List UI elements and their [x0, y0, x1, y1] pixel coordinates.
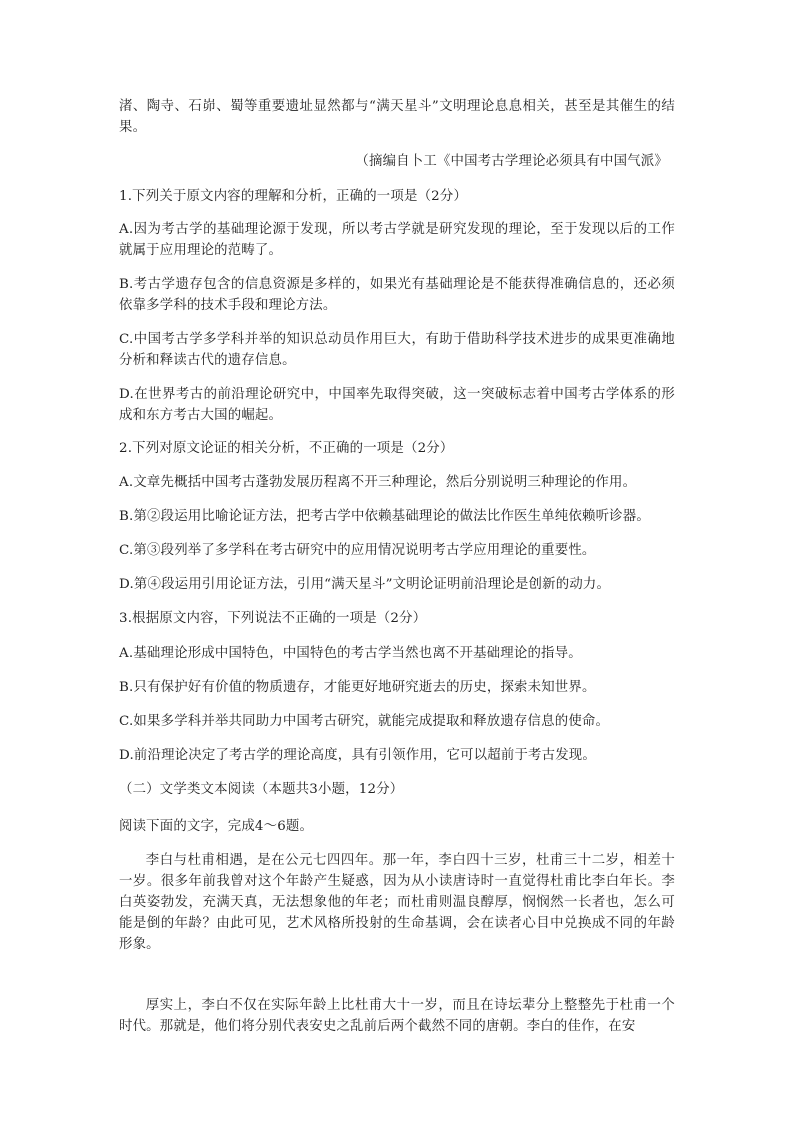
- question-2-option-d: D.第④段运用引用论证方法，引用“满天星斗”文明论证明前沿理论是创新的动力。: [119, 577, 611, 592]
- section-heading: （二）文学类文本阅读（本题共3小题，12分）: [119, 782, 404, 797]
- section-instruction: 阅读下面的文字，完成4～6题。: [119, 819, 314, 834]
- question-3-option-a: A.基础理论形成中国特色，中国特色的考古学当然也离不开基础理论的指导。: [119, 646, 582, 661]
- question-2-option-b: B.第②段运用比喻论证方法，把考古学中依赖基础理论的做法比作医生单纯依赖听诊器。: [119, 509, 650, 524]
- question-3-option-d: D.前沿理论决定了考古学的理论高度，具有引领作用，它可以超前于考古发现。: [119, 748, 596, 763]
- question-3-option-c: C.如果多学科并举共同助力中国考古研究，就能完成提取和释放遗存信息的使命。: [119, 714, 610, 729]
- source-citation: （摘编自卜工《中国考古学理论必须具有中国气派》: [355, 154, 668, 169]
- question-1-option-b: B.考古学遗存包含的信息资源是多样的，如果光有基础理论是不能获得准确信息的，还必须依靠多学科的技术手段和理论方法。: [119, 277, 675, 313]
- question-1-option-a: A.因为考古学的基础理论源于发现，所以考古学就是研究发现的理论，至于发现以后的工作就属于应用理论的范畴了。: [119, 222, 675, 258]
- question-3-option-b: B.只有保护好有价值的物质遗存，才能更好地研究逝去的历史，探索未知世界。: [119, 680, 596, 695]
- question-1-option-c: C.中国考古学多学科并举的知识总动员作用巨大，有助于借助科学技术进步的成果更准确地分析和释读古代的遗存信息。: [119, 332, 675, 368]
- question-2-option-a: A.文章先概括中国考古蓬勃发展历程离不开三种理论，然后分别说明三种理论的作用。: [119, 475, 637, 490]
- passage-paragraph-1: 李白与杜甫相遇，是在公元七四四年。那一年，李白四十三岁，杜甫三十二岁，相差十一岁。很多年前我曾对这个年龄产生疑惑，因为从小读唐诗时一直觉得杜甫比李白年长。李白英姿勃发，充满天真，无法想象他的年老；而杜甫则温良醇厚，悯悯然一长者也，怎么可能是倒的年龄？由此可见，艺术风格所投射的生命基调，会在读者心目中兑换成不同的年龄形象。: [119, 853, 675, 952]
- question-1-stem: 1.下列关于原文内容的理解和分析，正确的一项是（2分）: [119, 189, 468, 204]
- passage-paragraph-2: 厚实上，李白不仅在实际年龄上比杜甫大十一岁，而且在诗坛辈分上整整先于杜甫一个时代。那就是，他们将分别代表安史之乱前后两个截然不同的唐朝。李白的佳作，在安: [119, 998, 675, 1034]
- question-1-option-d: D.在世界考古的前沿理论研究中，中国率先取得突破，这一突破标志着中国考古学体系的形成和东方考古大国的崛起。: [119, 387, 675, 423]
- intro-paragraph: 渚、陶寺、石峁、蜀等重要遗址显然都与“满天星斗”文明理论息息相关，甚至是其催生的结果。: [119, 99, 675, 135]
- question-2-option-c: C.第③段列举了多学科在考古研究中的应用情况说明考古学应用理论的重要性。: [119, 543, 596, 558]
- question-2-stem: 2.下列对原文论证的相关分析，不正确的一项是（2分）: [119, 441, 454, 456]
- question-3-stem: 3.根据原文内容，下列说法不正确的一项是（2分）: [119, 611, 427, 626]
